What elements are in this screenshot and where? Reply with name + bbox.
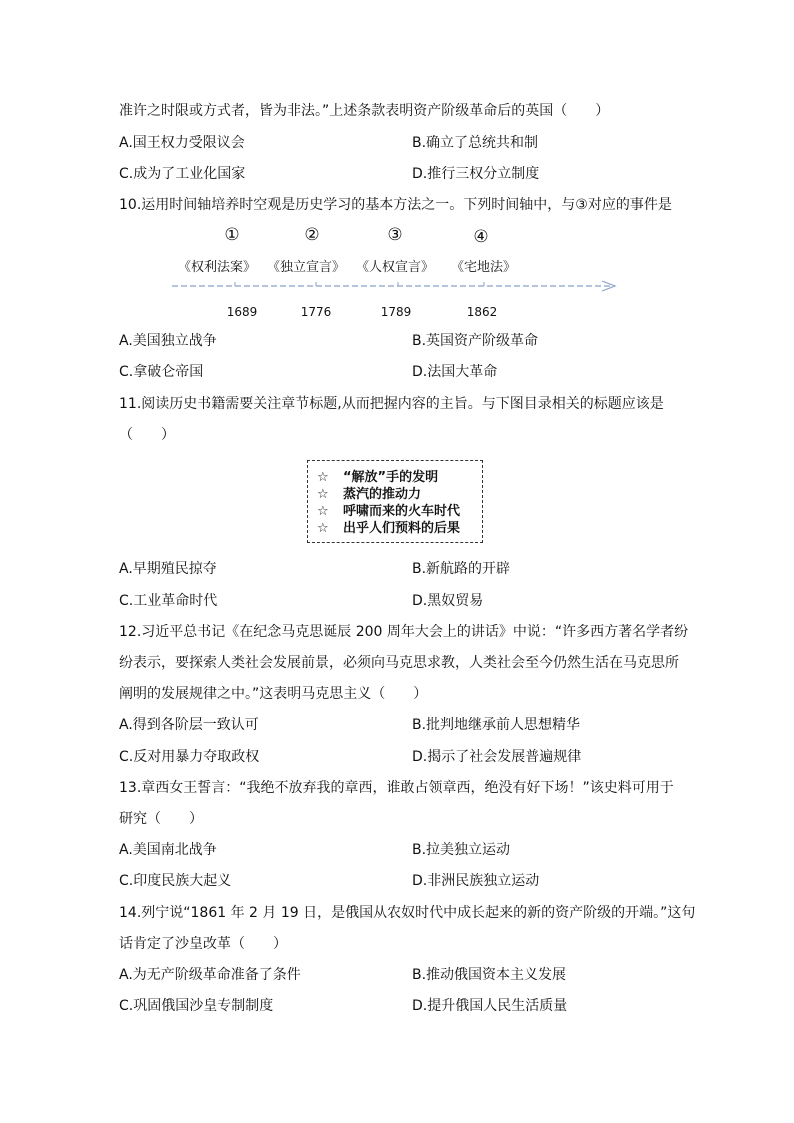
question-12-stem-3: 阐明的发展规律之中。”这表明马克思主义（ ） xyxy=(119,686,428,702)
timeline-number-2: ② xyxy=(304,225,320,245)
q9-option-d: D.推行三权分立制度 xyxy=(412,166,540,182)
q10-option-b: B.英国资产阶级革命 xyxy=(412,333,539,349)
q14-option-c: C.巩固俄国沙皇专制制度 xyxy=(119,998,274,1014)
question-14-stem: 14.列宁说“1861 年 2 月 19 日，是俄国从农奴时代中成长起来的新的资产阶级的开端。”这句 xyxy=(119,905,696,921)
question-13-stem-2: 研究（ ） xyxy=(119,811,203,827)
star-icon: ☆ xyxy=(317,470,329,485)
timeline-doc-3: 《人权宣言》 xyxy=(356,260,435,275)
q13-option-d: D.非洲民族独立运动 xyxy=(412,873,540,889)
question-11-stem: 11.阅读历史书籍需要关注章节标题,从而把握内容的主旨。与下图目录相关的标题应该是 xyxy=(119,396,664,412)
q12-option-d: D.揭示了社会发展普遍规律 xyxy=(412,749,582,765)
question-9-stem-tail: 准许之时限或方式者，皆为非法。”上述条款表明资产阶级革命后的英国（ ） xyxy=(119,103,610,119)
q10-option-d: D.法国大革命 xyxy=(412,364,498,380)
q12-option-c: C.反对用暴力夺取政权 xyxy=(119,749,260,765)
q11-option-d: D.黑奴贸易 xyxy=(412,593,484,609)
q13-option-a: A.美国南北战争 xyxy=(119,842,217,858)
q14-option-a: A.为无产阶级革命准备了条件 xyxy=(119,967,301,983)
timeline-doc-4: 《宅地法》 xyxy=(451,260,517,275)
q10-option-a: A.美国独立战争 xyxy=(119,333,217,349)
q12-option-b: B.批判地继承前人思想精华 xyxy=(412,717,581,733)
timeline-year-2: 1776 xyxy=(300,305,332,319)
q9-option-b: B.确立了总统共和制 xyxy=(412,135,539,151)
timeline-year-1: 1689 xyxy=(226,305,258,319)
question-14-stem-2: 话肯定了沙皇改革（ ） xyxy=(119,936,287,952)
question-10-stem: 10.运用时间轴培养时空观是历史学习的基本方法之一。下列时间轴中，与③对应的事件是 xyxy=(119,197,672,213)
timeline-year-3: 1789 xyxy=(380,305,412,319)
question-11-stem-2: （ ） xyxy=(119,427,175,443)
toc-item: ☆ 出乎人们预料的后果 xyxy=(317,521,461,536)
timeline-year-4: 1862 xyxy=(466,305,498,319)
question-12-stem: 12.习近平总书记《在纪念马克思诞辰 200 周年大会上的讲话》中说：“许多西方著名学者纷 xyxy=(119,624,689,640)
question-13-stem: 13.章西女王誓言：“我绝不放弃我的章西，谁敢占领章西，绝没有好下场！”该史料可用于 xyxy=(119,780,674,796)
q13-option-c: C.印度民族大起义 xyxy=(119,873,232,889)
q11-option-c: C.工业革命时代 xyxy=(119,593,218,609)
timeline-doc-1: 《权利法案》 xyxy=(178,260,257,275)
timeline-axis xyxy=(170,278,622,294)
timeline-number-3: ③ xyxy=(387,225,403,245)
star-icon: ☆ xyxy=(317,521,329,536)
q9-option-a: A.国王权力受限议会 xyxy=(119,135,245,151)
toc-item: ☆ “解放”手的发明 xyxy=(317,470,439,485)
table-of-contents-box xyxy=(307,460,483,543)
toc-item: ☆ 蒸汽的推动力 xyxy=(317,487,422,502)
star-icon: ☆ xyxy=(317,504,329,519)
timeline-doc-2: 《独立宣言》 xyxy=(267,260,346,275)
question-12-stem-2: 纷表示，要探索人类社会发展前景，必须向马克思求教，人类社会至今仍然生活在马克思所 xyxy=(119,655,679,671)
q14-option-d: D.提升俄国人民生活质量 xyxy=(412,998,568,1014)
q13-option-b: B.拉美独立运动 xyxy=(412,842,511,858)
q9-option-c: C.成为了工业化国家 xyxy=(119,166,246,182)
q11-option-a: A.早期殖民掠夺 xyxy=(119,561,217,577)
q11-option-b: B.新航路的开辟 xyxy=(412,561,511,577)
star-icon: ☆ xyxy=(317,487,329,502)
timeline-number-4: ④ xyxy=(473,227,489,247)
timeline-number-1: ① xyxy=(224,225,240,245)
q10-option-c: C.拿破仑帝国 xyxy=(119,364,204,380)
toc-item: ☆ 呼啸而来的火车时代 xyxy=(317,504,461,519)
q12-option-a: A.得到各阶层一致认可 xyxy=(119,717,259,733)
q14-option-b: B.推动俄国资本主义发展 xyxy=(412,967,567,983)
